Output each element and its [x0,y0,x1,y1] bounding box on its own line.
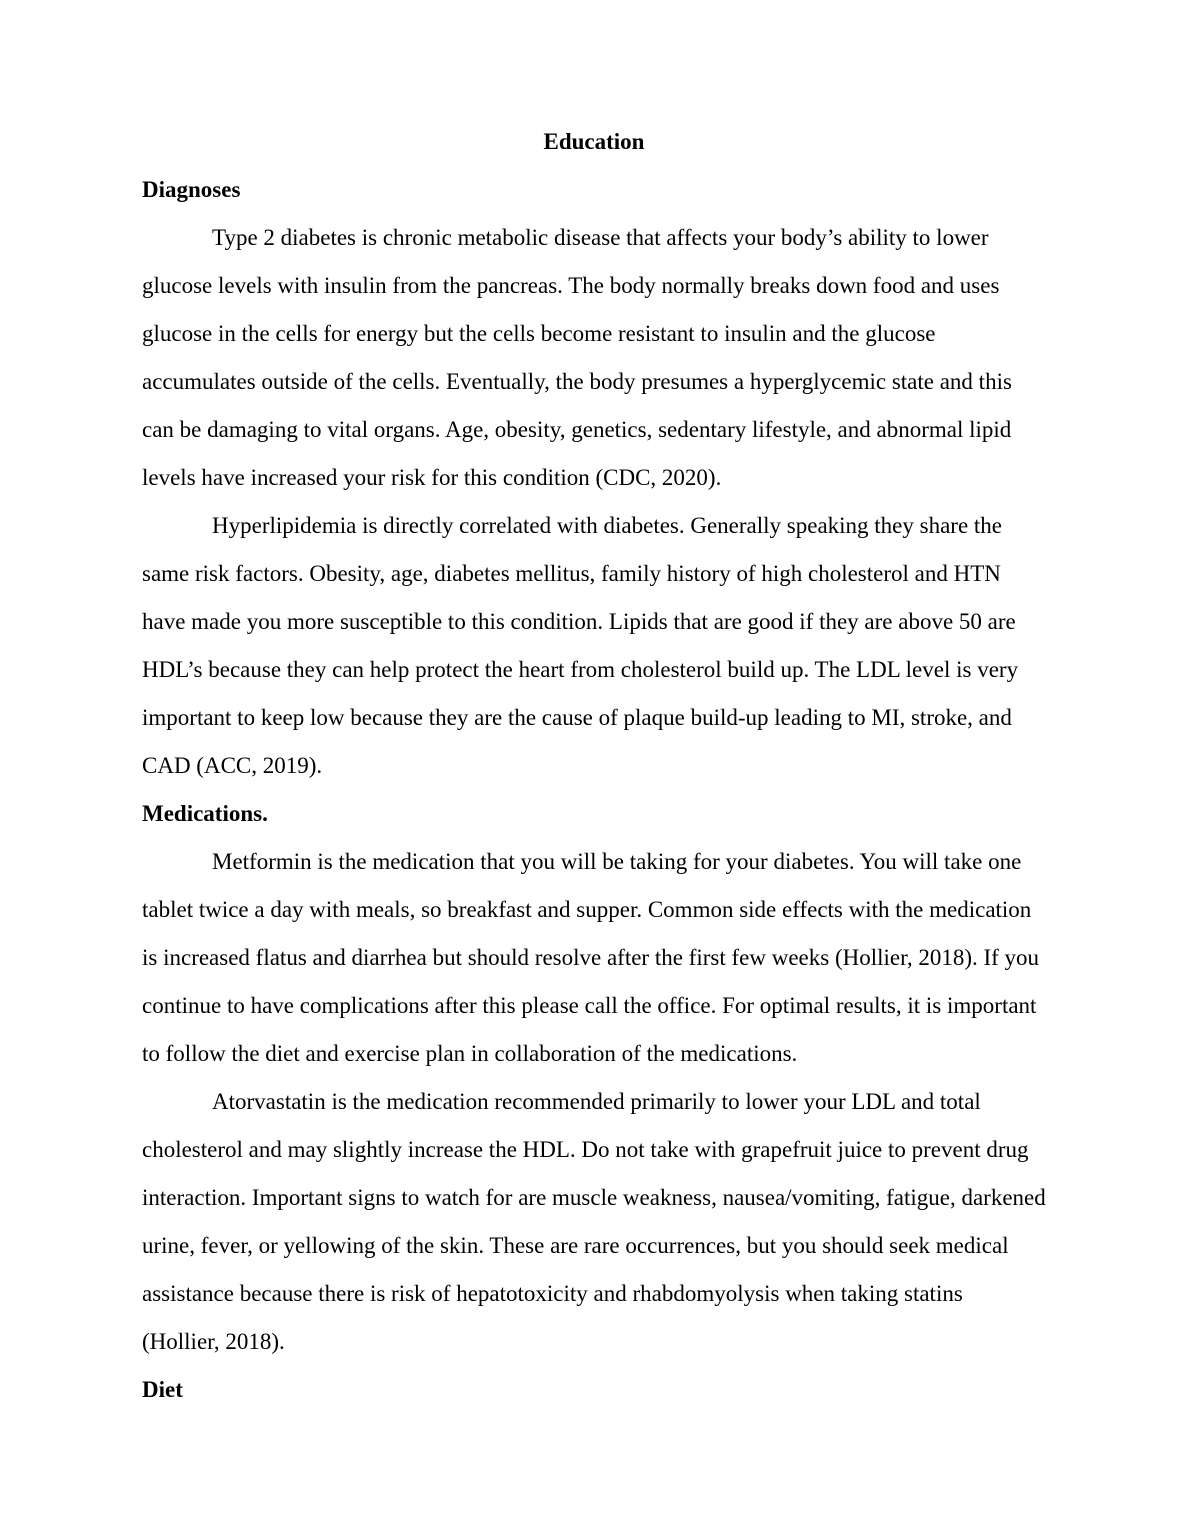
paragraph-type2-diabetes: Type 2 diabetes is chronic metabolic disease that affects your body’s ability to lower glucose levels with insulin from the pancreas. The body normally breaks down food and uses glucose in the cells for energy but the cells become resistant to insulin and the glucose accumulates outside of the cells. Eventually, the body presumes a hyperglycemic state and this can be damaging to vital organs. Age, obesity, genetics, sedentary lifestyle, and abnormal lipid levels have increased your risk for this condition (CDC, 2020). [142,225,1012,490]
paragraph-atorvastatin: Atorvastatin is the medication recommended primarily to lower your LDL and total cholesterol and may slightly increase the HDL. Do not take with grapefruit juice to prevent drug interaction. Important signs to watch for are muscle weakness, nausea/vomiting, fatigue, darkened urine, fever, or yellowing of the skin. These are rare occurrences, but you should seek medical assistance because there is risk of hepatotoxicity and rhabdomyolysis when taking statins (Hollier, 2018). [142,1089,1046,1354]
heading-diet: Diet [142,1377,183,1402]
heading-medications: Medications. [142,801,268,826]
paragraph-metformin: Metformin is the medication that you will be taking for your diabetes. You will take one tablet twice a day with meals, so breakfast and supper. Common side effects with the medication is increased flatus and diarrhea but should resolve after the first few weeks (Hollier, 2018). If you continue to have complications after this please call the office. For optimal results, it is important to follow the diet and exercise plan in collaboration of the medications. [142,849,1040,1066]
paragraph-hyperlipidemia: Hyperlipidemia is directly correlated with diabetes. Generally speaking they share the same risk factors. Obesity, age, diabetes mellitus, family history of high cholesterol and HTN have made you more susceptible to this condition. Lipids that are good if they are above 50 are HDL’s because they can help protect the heart from cholesterol build up. The LDL level is very important to keep low because they are the cause of plaque build-up leading to MI, stroke, and CAD (ACC, 2019). [142,513,1019,778]
heading-diagnoses: Diagnoses [142,177,241,202]
document-title: Education [543,129,645,154]
